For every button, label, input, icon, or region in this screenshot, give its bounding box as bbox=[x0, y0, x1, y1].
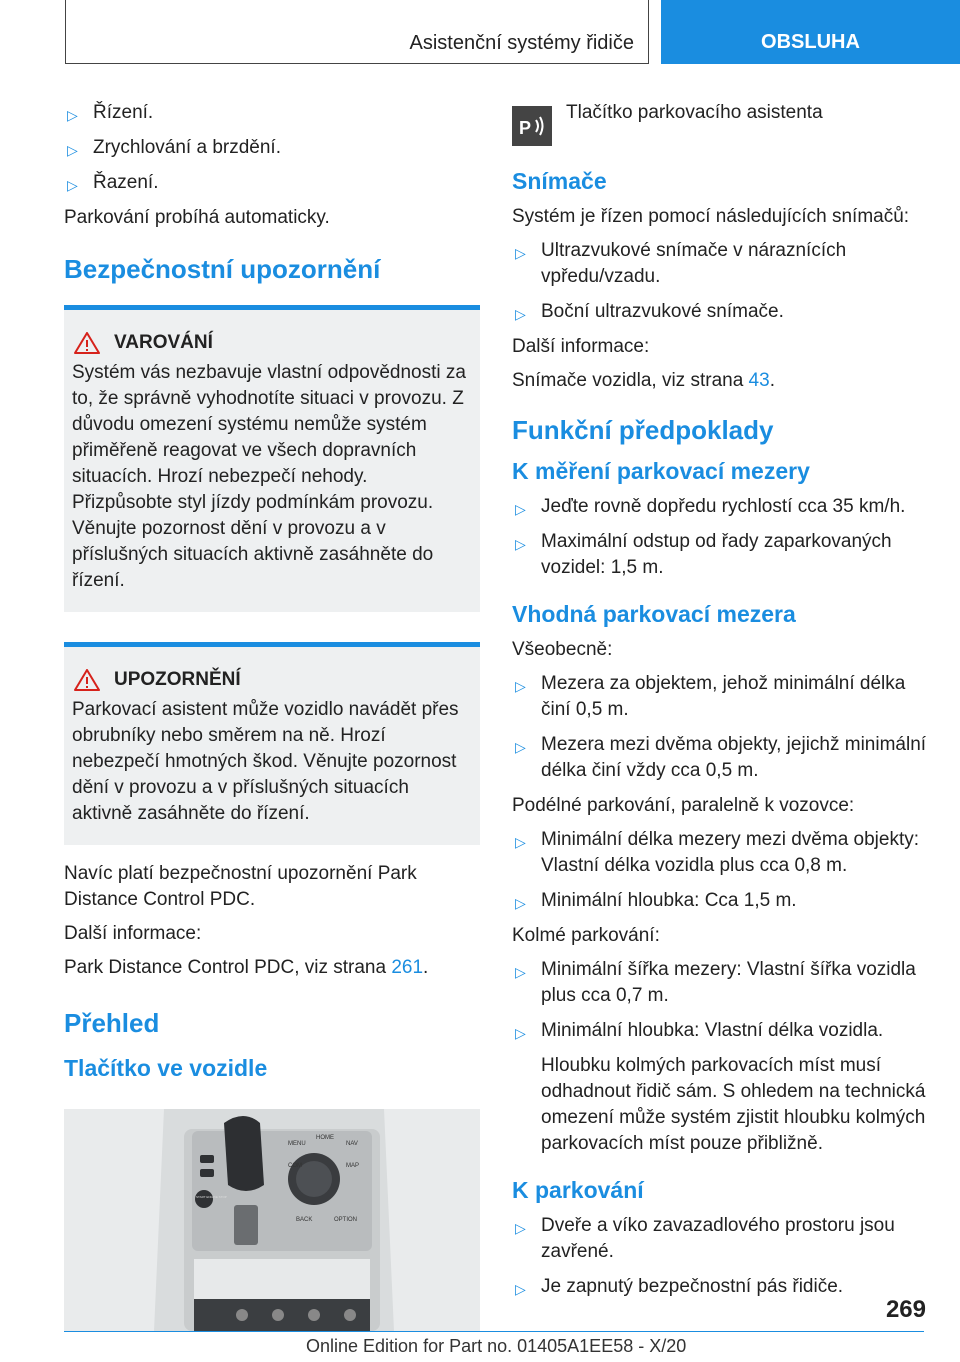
heading-overview: Přehled bbox=[64, 1008, 160, 1038]
warning-title: VAROVÁNÍ bbox=[72, 330, 472, 356]
list-item-note: Hloubku kolmých parkovacích míst musí odhadnout řidič sám. S ohledem na technická omezení může systém zjistit hloubku kolmých parkovacích míst pouze přibližně. bbox=[541, 1055, 926, 1154]
list-item: ▷ Mezera mezi dvěma objekty, jejichž minimální délka činí vždy cca 0,5 m. bbox=[515, 734, 927, 781]
paragraph: Navíc platí bezpečnostní upozornění Park Distance Control PDC. bbox=[64, 863, 417, 910]
warning-box bbox=[64, 305, 480, 612]
paragraph: Další informace: bbox=[64, 923, 202, 944]
notice-text: Parkovací asistent může vozidlo navádět přes obrubníky nebo směrem na ně. Hrozí nebezpečí hmotných škod. Věnujte pozornost dění v provozu a v příslušných situacích aktivně zasáhněte do řízení. bbox=[72, 699, 459, 824]
bullet-triangle-icon: ▷ bbox=[515, 501, 526, 517]
header-section-title: Asistenční systémy řidiče bbox=[409, 32, 634, 54]
list-item: ▷ Boční ultrazvukové snímače. bbox=[512, 299, 932, 325]
paragraph: Podélné parkování, paralelně k vozovce: bbox=[512, 795, 855, 816]
paragraph: Parkování probíhá automaticky. bbox=[64, 207, 330, 228]
parking-assistant-button-icon[interactable] bbox=[512, 106, 552, 146]
list-item: ▷ Minimální hloubka: Vlastní délka vozidla. bbox=[512, 1018, 932, 1044]
bullet-triangle-icon: ▷ bbox=[515, 306, 526, 322]
console-label-map: MAP bbox=[346, 1163, 360, 1169]
bullet-triangle-icon: ▷ bbox=[515, 678, 526, 694]
warning-triangle-icon bbox=[74, 332, 100, 354]
console-label-back: BACK bbox=[296, 1217, 313, 1223]
button-caption: Tlačítko parkovacího asistenta bbox=[566, 102, 823, 123]
list-item: ▷ Je zapnutý bezpečnostní pás řidiče. bbox=[512, 1274, 932, 1300]
heading-button-in-car: Tlačítko ve vozidle bbox=[64, 1055, 268, 1081]
list-item: ▷ Řízení. bbox=[64, 100, 480, 126]
bullet-triangle-icon: ▷ bbox=[515, 536, 526, 552]
list-item: ▷ Ultrazvukové snímače v náraznících vpředu/vzadu. bbox=[515, 240, 847, 287]
console-label-option: OPTION bbox=[334, 1217, 358, 1223]
console-label-nav: NAV bbox=[346, 1141, 358, 1147]
list-item: ▷ Minimální délka mezery mezi dvěma objekty: Vlastní délka vozidla plus cca 0,8 m. bbox=[515, 829, 920, 876]
list-item: ▷ Jeďte rovně dopředu rychlostí cca 35 km/h. bbox=[512, 494, 932, 520]
bullet-triangle-icon: ▷ bbox=[515, 245, 526, 261]
notice-title: UPOZORNĚNÍ bbox=[72, 667, 472, 693]
header-chapter-tab[interactable]: OBSLUHA bbox=[661, 0, 960, 64]
paragraph: Kolmé parkování: bbox=[512, 925, 660, 946]
heading-safety: Bezpečnostní upozornění bbox=[64, 254, 381, 284]
list-item: ▷ Minimální šířka mezery: Vlastní šířka vozidla plus cca 0,7 m. bbox=[515, 959, 916, 1006]
bullet-triangle-icon: ▷ bbox=[515, 834, 526, 850]
page-link[interactable]: 261 bbox=[391, 957, 424, 978]
list-item: ▷ Mezera za objektem, jehož minimální délka činí 0,5 m. bbox=[515, 673, 906, 720]
paragraph: Další informace: bbox=[512, 336, 650, 357]
heading-prerequisites: Funkční předpoklady bbox=[512, 415, 774, 445]
list-item: ▷ Dveře a víko zavazadlového prostoru jsou zavřené. bbox=[515, 1215, 895, 1262]
bullet-triangle-icon: ▷ bbox=[515, 895, 526, 911]
heading-parking: K parkování bbox=[512, 1177, 644, 1203]
console-label-com: COM bbox=[288, 1163, 302, 1169]
paragraph: Systém je řízen pomocí následujících snímačů: bbox=[512, 206, 910, 227]
footer-divider bbox=[64, 1331, 924, 1332]
warning-text: Systém vás nezbavuje vlastní odpovědnosti za to, že správně vyhodnotíte situaci v provozu. Z důvodu omezení systému nemůže systém přiměřeně reagovat ve všech dopravních situacích. Hrozí nebezpečí nehody. Přizpůsobte styl jízdy podmínkám provozu. Věnujte pozornost dění v provozu a v příslušných situacích aktivně zasáhněte do řízení. bbox=[72, 362, 466, 591]
list-item: ▷ Řazení. bbox=[64, 170, 480, 196]
paragraph: Park Distance Control PDC, viz strana 261. bbox=[64, 957, 429, 978]
list-item: ▷ Zrychlování a brzdění. bbox=[64, 135, 480, 161]
start-stop-label: START ENGINE STOP bbox=[196, 1195, 227, 1199]
list-item: ▷ Minimální hloubka: Cca 1,5 m. bbox=[512, 888, 932, 914]
parking-assistant-icon bbox=[516, 110, 548, 142]
bullet-triangle-icon: ▷ bbox=[515, 739, 526, 755]
bullet-triangle-icon: ▷ bbox=[515, 1220, 526, 1236]
right-column bbox=[512, 100, 932, 1309]
bullet-triangle-icon: ▷ bbox=[515, 1281, 526, 1297]
list-item: ▷ Maximální odstup od řady zaparkovaných vozidel: 1,5 m. bbox=[515, 531, 892, 578]
paragraph: Všeobecně: bbox=[512, 639, 613, 660]
svg-text:P: P bbox=[519, 118, 532, 138]
heading-sensors: Snímače bbox=[512, 168, 607, 194]
paragraph: Snímače vozidla, viz strana 43. bbox=[512, 370, 775, 391]
heading-measure: K měření parkovací mezery bbox=[512, 458, 810, 484]
parking-assistant-button-row bbox=[512, 100, 932, 146]
page-link[interactable]: 43 bbox=[748, 370, 770, 391]
header-section-box bbox=[65, 0, 649, 64]
warning-triangle-icon bbox=[74, 669, 100, 691]
notice-box bbox=[64, 642, 480, 845]
bullet-triangle-icon: ▷ bbox=[515, 964, 526, 980]
console-label-menu: MENU bbox=[288, 1141, 306, 1147]
left-column bbox=[64, 100, 480, 1339]
bullet-triangle-icon: ▷ bbox=[515, 1025, 526, 1041]
center-console-photo bbox=[64, 1109, 480, 1331]
page-number: 269 bbox=[885, 1296, 926, 1323]
bullet-triangle-icon: ▷ bbox=[67, 107, 78, 123]
console-label-home: HOME bbox=[316, 1135, 334, 1141]
bullet-triangle-icon: ▷ bbox=[67, 142, 78, 158]
heading-suitable-space: Vhodná parkovací mezera bbox=[512, 601, 796, 627]
bullet-triangle-icon: ▷ bbox=[67, 177, 78, 193]
footer-edition: Online Edition for Part no. 01405A1EE58 - X/20 bbox=[306, 1336, 687, 1356]
